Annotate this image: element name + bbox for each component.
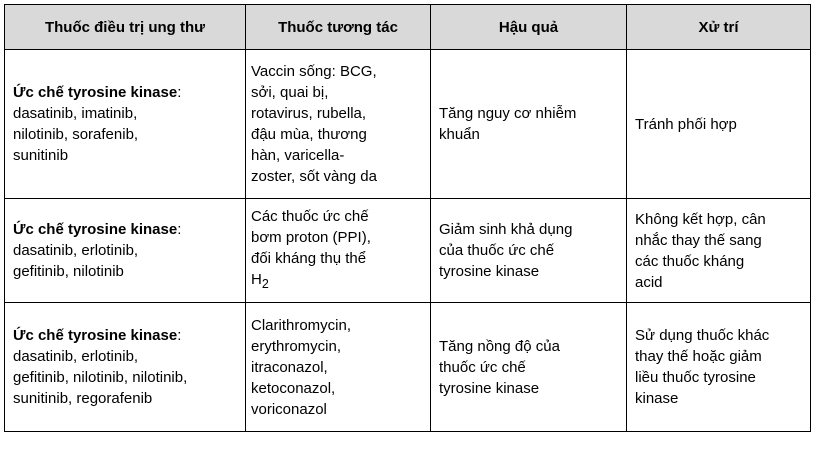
interacting-line: Clarithromycin, bbox=[251, 316, 352, 334]
interacting-line: itraconazol, bbox=[251, 358, 328, 376]
drug-class-name: Ức chế tyrosine kinase bbox=[13, 84, 178, 101]
h-subscript: 2 bbox=[261, 277, 269, 291]
drug-class-line bbox=[13, 325, 240, 346]
anticancer-drug-cell bbox=[5, 199, 246, 303]
management-cell bbox=[627, 50, 811, 199]
management-line: kinase bbox=[635, 390, 679, 407]
anticancer-drug-cell bbox=[5, 303, 246, 432]
consequence-line: Tăng nguy cơ nhiễm bbox=[439, 105, 577, 122]
header-consequence: Hậu quả bbox=[431, 5, 627, 50]
table-body bbox=[5, 50, 811, 432]
drug-class-name: Ức chế tyrosine kinase bbox=[13, 327, 178, 344]
drug-list-line: gefitinib, nilotinib, nilotinib, bbox=[13, 369, 188, 386]
anticancer-drug-cell bbox=[5, 50, 246, 199]
drug-interaction-table bbox=[4, 4, 811, 432]
interacting-line: sởi, quai bị, bbox=[251, 84, 329, 101]
management-line: acid bbox=[635, 273, 663, 291]
drug-class-line bbox=[13, 82, 240, 103]
interacting-line: bơm proton (PPI), bbox=[251, 229, 371, 246]
management-cell bbox=[627, 199, 811, 303]
drug-list-line: dasatinib, erlotinib, bbox=[13, 348, 139, 365]
header-row bbox=[5, 5, 811, 50]
consequence-line: Giảm sinh khả dụng bbox=[439, 221, 573, 238]
consequence-cell bbox=[431, 303, 627, 432]
interacting-line: Các thuốc ức chế bbox=[251, 208, 369, 225]
management-line: thay thế hoặc giảm bbox=[635, 348, 762, 365]
management-line: nhắc thay thế sang bbox=[635, 231, 762, 249]
table-row bbox=[5, 50, 811, 199]
management-line: Sử dụng thuốc khác bbox=[635, 327, 770, 344]
management-line: các thuốc kháng bbox=[635, 252, 745, 270]
header-interacting-drug: Thuốc tương tác bbox=[246, 5, 431, 50]
drug-list-line: sunitinib bbox=[13, 147, 69, 164]
interacting-line: hàn, varicella- bbox=[251, 147, 345, 164]
management-cell bbox=[627, 303, 811, 432]
interacting-line: Vaccin sống: BCG, bbox=[251, 63, 377, 80]
drug-class-name: Ức chế tyrosine kinase bbox=[13, 221, 178, 238]
consequence-line: khuẩn bbox=[439, 126, 480, 143]
consequence-line: của thuốc ức chế bbox=[439, 242, 555, 259]
header-management: Xử trí bbox=[627, 5, 811, 50]
interacting-line: đậu mùa, thương bbox=[251, 126, 367, 143]
drug-class-line bbox=[13, 219, 240, 240]
interacting-line: erythromycin, bbox=[251, 337, 342, 355]
drug-list-line: nilotinib, sorafenib, bbox=[13, 126, 139, 143]
table-row bbox=[5, 199, 811, 303]
interacting-drug-cell bbox=[246, 50, 431, 199]
management-line: Tránh phối hợp bbox=[635, 115, 737, 133]
consequence-line: tyrosine kinase bbox=[439, 379, 540, 397]
management-line: liều thuốc tyrosine bbox=[635, 369, 756, 386]
drug-list-line: gefitinib, nilotinib bbox=[13, 263, 124, 280]
interacting-drug-cell bbox=[246, 303, 431, 432]
drug-class-colon: : bbox=[177, 84, 182, 101]
management-line: Không kết hợp, cân bbox=[635, 210, 766, 228]
consequence-cell bbox=[431, 50, 627, 199]
drug-class-colon: : bbox=[177, 221, 182, 238]
consequence-line: tyrosine kinase bbox=[439, 263, 540, 280]
consequence-line: Tăng nồng độ của bbox=[439, 337, 560, 355]
drug-list-line: dasatinib, erlotinib, bbox=[13, 242, 139, 259]
interacting-line: ketoconazol, bbox=[251, 379, 336, 397]
h-symbol: H bbox=[251, 271, 262, 288]
drug-list-line: dasatinib, imatinib, bbox=[13, 105, 138, 122]
drug-class-colon: : bbox=[177, 327, 182, 344]
interacting-line: voriconazol bbox=[251, 400, 327, 418]
interacting-line: đối kháng thụ thể bbox=[251, 250, 367, 267]
consequence-cell bbox=[431, 199, 627, 303]
drug-list-line: sunitinib, regorafenib bbox=[13, 390, 153, 407]
interacting-drug-cell bbox=[246, 199, 431, 303]
interacting-h2-line bbox=[251, 269, 425, 295]
table-header bbox=[5, 5, 811, 50]
table-row bbox=[5, 303, 811, 432]
interacting-line: rotavirus, rubella, bbox=[251, 105, 367, 122]
interacting-line: zoster, sốt vàng da bbox=[251, 168, 377, 185]
header-anticancer-drug: Thuốc điều trị ung thư bbox=[5, 5, 246, 50]
consequence-line: thuốc ức chế bbox=[439, 358, 526, 376]
